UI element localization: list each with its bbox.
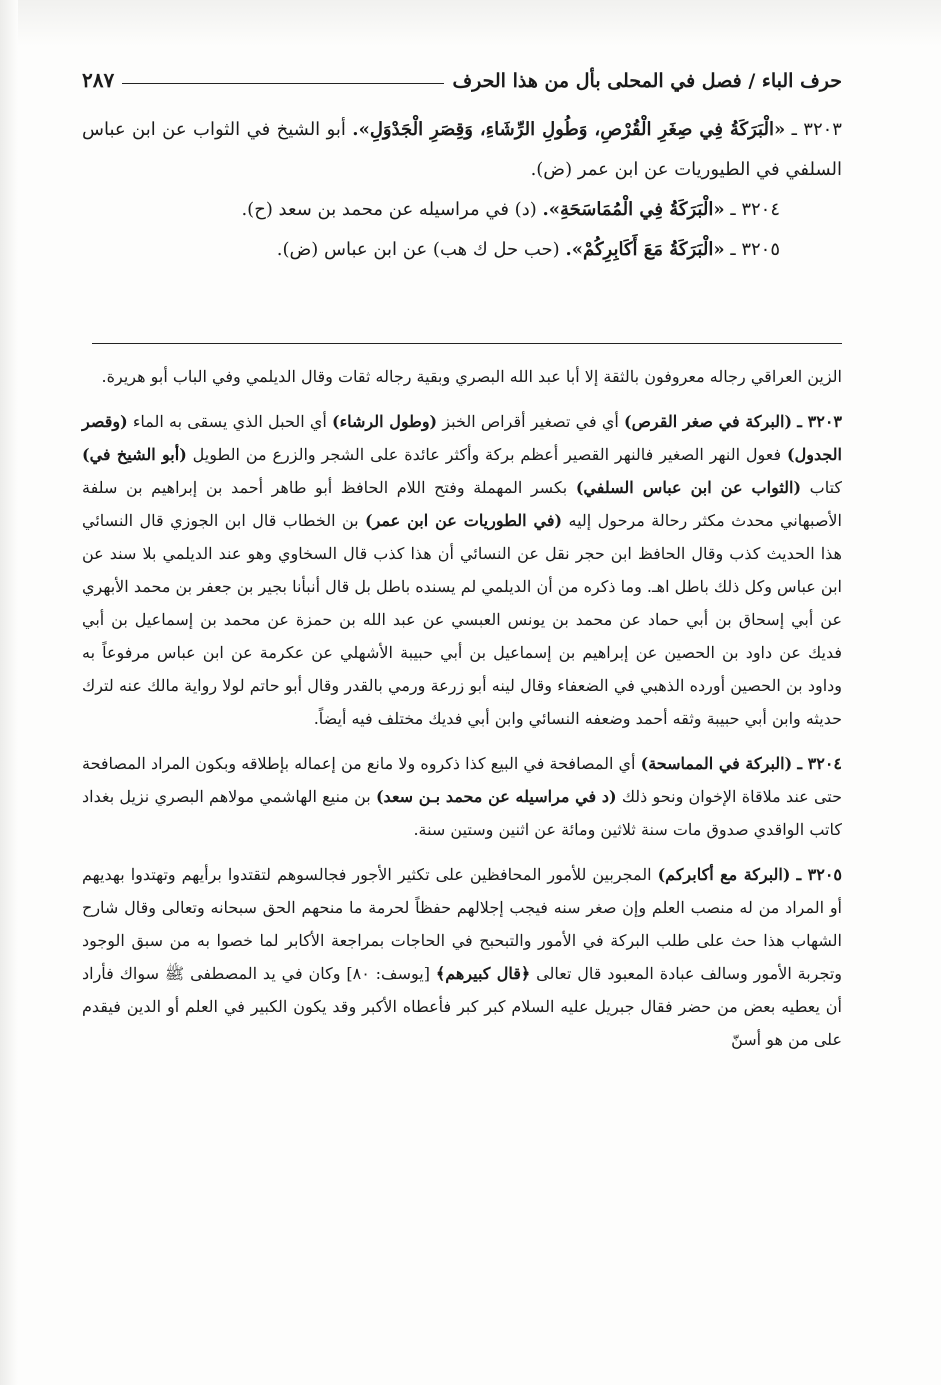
hadith-text: «الْبَرَكَةُ مَعَ أَكَابِرِكُمْ». — [565, 239, 725, 260]
explanation-text: بن الخطاب قال ابن الجوزي قال النسائي هذا الحديث كذب وقال الحافظ ابن حجر نقل عن النسائي أن هذا كذب قال السخاوي وهو عند الديلمي بلا سند عن ابن عباس وكل ذلك باطل اهـ. وما ذكره من أن الديلمي لم يسنده باطل بل قال أنبأنا بجير بن جعفر بن محمد الأبهري عن أبي إسحاق بن أبي حماد عن محمد بن يونس العبسي عن عبد الله بن حمزة عن محمد بن إسماعيل بن أبي فديك عن داود بن الحصين عن إبراهيم بن إسماعيل بن أبي حبيبة الأشهلي عن عكرمة عن ابن عباس مرفوعاً به وداود بن الحصين أورده الذهبي في الضعفاء وقال لينه أبو زرعة ورمي بالقدر وقال أبو حاتم لولا رواية مالك عنه لترك حديثه وابن أبي حبيبة وثقه أحمد وضعفه النسائي وابن أبي فديك مختلف فيه أيضاً. — [82, 511, 843, 728]
explanation-text: المجربين للأمور المحافظين على تكثير الأجور فجالسوهم لتقتدوا برأيهم وتهتدوا بهديهم أو المراد من له منصب العلم وإن صغر سنه فيجب إجلالهم حفظاً لحرمة ما منحهم الحق سبحانه وتعالى وقال شارح الشهاب هذا حث على طلب البركة في الأمور والتبحبح في الحاجات بمراجعة الأكابر لما خصوا به من سبق الوجود وتجربة الأمور وسالف عبادة المعبود قال تعالى — [82, 865, 843, 983]
hadith-text: «الْبَرَكَةُ فِي الْمُمَاسَحَةِ». — [542, 199, 725, 220]
commentary-3203 — [82, 405, 842, 735]
explanation-text: أي الحبل الذي يسقى به الماء — [127, 412, 332, 431]
commentary-intro: الزين العراقي رجاله معروفون بالثقة إلا أبا عبد الله البصري وبقية رجاله ثقات وقال الديلمي وفي الباب أبو هريرة. — [101, 367, 842, 386]
explanation-text: [يوسف: ٨٠] وكان في يد المصطفى ﷺ سواك فأراد أن يعطيه بعض من حضر فقال جبريل عليه السلام كبر كبر فأعطاه الأكبر وقد يكون الكبير في العلم أو الدين فيقدم على من هو أسنّ — [82, 964, 842, 1049]
explanation-text: أي في تصغير أقراص الخبز — [437, 412, 624, 431]
quoted-phrase: (البركة في صغر القرص) — [624, 412, 793, 431]
explanation-text: أي المصافحة في البيع كذا ذكروه ولا مانع من إعماله بإطلاقه وبكون المراد المصافحة حتى عند ملاقاة الإخوان ونحو ذلك — [82, 754, 843, 806]
hadith-text: «الْبَرَكَةُ فِي صِغَرِ الْقُرْصِ، وَطُولِ الرِّشَاءِ، وَقِصَرِ الْجَدْوَلِ». — [352, 119, 786, 140]
quoted-phrase: (أبو الشيخ في) — [82, 445, 187, 464]
explanation-text: بن منيع الهاشمي مولاهم البصري نزيل بغداد كاتب الواقدي صدوق مات سنة ثلاثين ومائة عن اثنين وستين سنة. — [82, 787, 842, 839]
explanation-text: فعول النهر الصغير فالنهر القصير أعظم بركة وأكثر عائدة على الشجر والزرع من الطويل — [186, 445, 788, 464]
commentary-number: ٣٢٠٣ ـ — [797, 412, 843, 431]
quoted-phrase: (في الطوريات عن ابن عمر) — [365, 511, 563, 530]
quoted-phrase: (د في مراسيله عن محمد بـن سعد) — [375, 787, 617, 806]
explanation-text: بكسر المهملة وفتح اللام الحافظ أبو طاهر أحمد بن إبراهيم بن سلفة الأصبهاني محدث مكثر رحالة مرحول إليه — [82, 478, 842, 530]
hadith-source: أبو الشيخ في الثواب عن ابن عباس السلفي في الطيوريات عن ابن عمر (ض). — [82, 119, 842, 180]
hadith-source: (د) في مراسيله عن محمد بن سعد (ح). — [241, 199, 537, 220]
quoted-phrase: (وطول الرشاء) — [332, 412, 438, 431]
commentary — [82, 360, 842, 1068]
hadith-number: ٣٢٠٤ ـ — [730, 199, 780, 220]
page-number: ٢٨٧ — [82, 68, 115, 92]
scan-shadow-top — [0, 0, 941, 46]
quoted-phrase: (البركة مع أكابركم) — [657, 865, 791, 884]
hadith-number: ٣٢٠٥ ـ — [730, 239, 780, 260]
quoted-phrase: (وقصر الجدول) — [82, 412, 842, 464]
hadith-number: ٣٢٠٣ ـ — [791, 119, 842, 140]
commentary-3205 — [82, 858, 842, 1056]
hadith-texts — [82, 110, 842, 270]
hadith-entry — [82, 230, 842, 270]
hadith-source: (حب حل ك هب) عن ابن عباس (ض). — [276, 239, 560, 260]
scan-shadow-left — [0, 0, 18, 1385]
quoted-phrase: (البركة في المماسحة) — [640, 754, 793, 773]
footnote-divider — [92, 343, 842, 344]
hadith-entry — [82, 190, 842, 230]
quoted-phrase: (الثواب عن ابن عباس السلفي) — [575, 478, 802, 497]
header-title: حرف الباء / فصل في المحلى بأل من هذا الحرف — [452, 70, 842, 92]
commentary-number: ٣٢٠٥ ـ — [796, 865, 843, 884]
commentary-3204 — [82, 747, 842, 846]
commentary-number: ٣٢٠٤ ـ — [797, 754, 842, 773]
hadith-entry — [82, 110, 842, 190]
explanation-text: كتاب — [801, 478, 843, 497]
header-rule — [122, 83, 444, 84]
quran-quote: ﴿قال كبيرهم﴾ — [435, 964, 531, 983]
running-header — [82, 58, 842, 92]
